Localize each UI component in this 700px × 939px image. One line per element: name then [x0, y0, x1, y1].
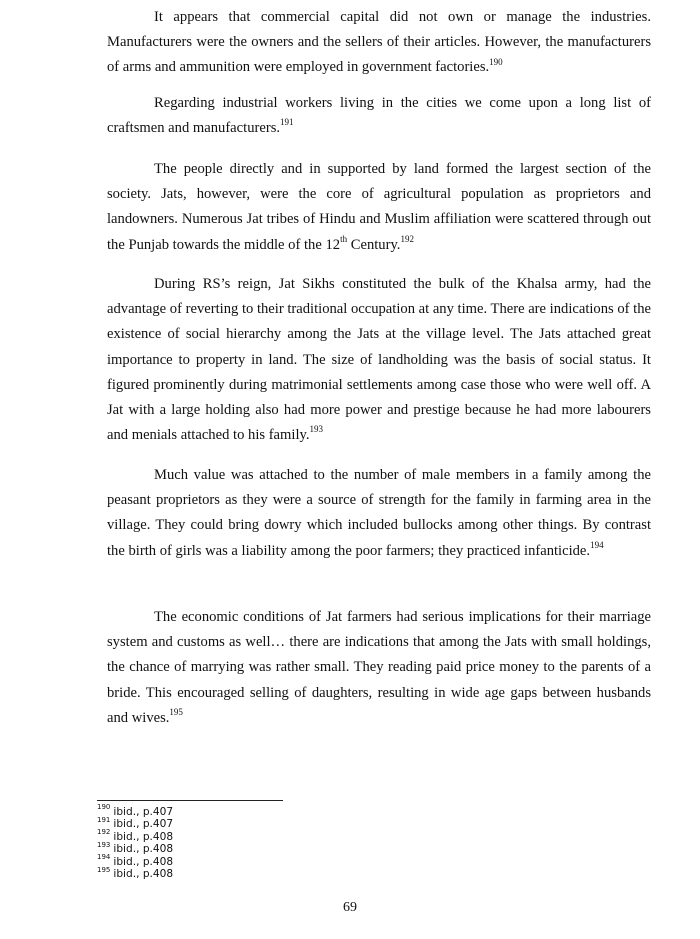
footnote-reference: 191: [280, 117, 294, 128]
footnotes-list: [97, 803, 174, 881]
page-number: 69: [343, 900, 357, 915]
paragraph-text: It appears that commercial capital did not own or manage the industries. Manufacturers were the owners and the sellers of their articles. However, the manufacturers of arms and ammunition were employed in government factories.: [107, 9, 651, 76]
footnote-number: 194: [97, 853, 111, 862]
footnote-text: ibid., p.407: [113, 806, 174, 818]
footnote-number: 195: [97, 865, 111, 874]
ordinal-suffix: th: [340, 233, 348, 244]
footnote-number: 191: [97, 815, 111, 824]
paragraph-text: The people directly and in supported by land formed the largest section of the society. Jats, however, were the core of agricultural population as proprietors and landowners. Numerous Jat tribes of Hindu and Muslim affiliation were scattered through out the Punjab towards the middle of the 12: [107, 161, 651, 253]
paragraph-text: Regarding industrial workers living in the cities we come upon a long list of craftsmen and manufacturers.: [107, 95, 651, 137]
footnote-reference: 190: [489, 56, 503, 67]
paragraph-text: The economic conditions of Jat farmers had serious implications for their marriage system and customs as well… there are indications that among the Jats with small holdings, the chance of marrying was rather small. They reading paid price money to the parents of a bride. This encouraged selling of daughters, resulting in wide age gaps between husbands and wives.: [107, 609, 651, 726]
paragraph-text-end: Century.: [347, 236, 401, 253]
footnote-text: ibid., p.408: [113, 843, 174, 856]
footnote-divider: [97, 800, 283, 801]
footnote-number: 192: [97, 828, 111, 837]
footnote-text: ibid., p.407: [113, 818, 174, 831]
footnote-reference: 194: [590, 539, 604, 550]
footnote-text: ibid., p.408: [113, 868, 174, 881]
footnote-number: 193: [97, 840, 111, 849]
paragraph-land-jats: [107, 157, 651, 258]
paragraph-rs-reign: [107, 272, 651, 448]
paragraph-industrial-workers: [107, 91, 651, 141]
paragraph-text: During RS’s reign, Jat Sikhs constituted the bulk of the Khalsa army, had the advantage of reverting to their traditional occupation at any time. There are indications of the existence of social hierarchy among the Jats at the village level. The Jats attached great importance to property in land. The size of landholding was the basis of social status. It figured prominently during matrimonial settlements among case those who were well off. A Jat with a large holding also had more power and prestige because he had more labourers and menials attached to his family.: [107, 276, 651, 444]
footnote-reference: 195: [169, 706, 183, 717]
paragraph-commercial-capital: [107, 5, 651, 81]
footnote-text: ibid., p.408: [113, 855, 174, 868]
footnote-text: ibid., p.408: [113, 830, 174, 843]
paragraph-text: Much value was attached to the number of male members in a family among the peasant proprietors as they were a source of strength for the family in farming area in the village. They could bring dowry which included bullocks among other things. By contrast the birth of girls was a liability among the poor farmers; they practiced infanticide.: [107, 467, 651, 559]
paragraph-male-members: [107, 463, 651, 564]
footnote-reference: 193: [309, 424, 323, 435]
paragraph-economic-conditions: [107, 605, 651, 731]
footnote-item: [97, 865, 174, 881]
footnote-reference: 192: [400, 233, 414, 244]
footnote-number: 190: [97, 803, 111, 812]
